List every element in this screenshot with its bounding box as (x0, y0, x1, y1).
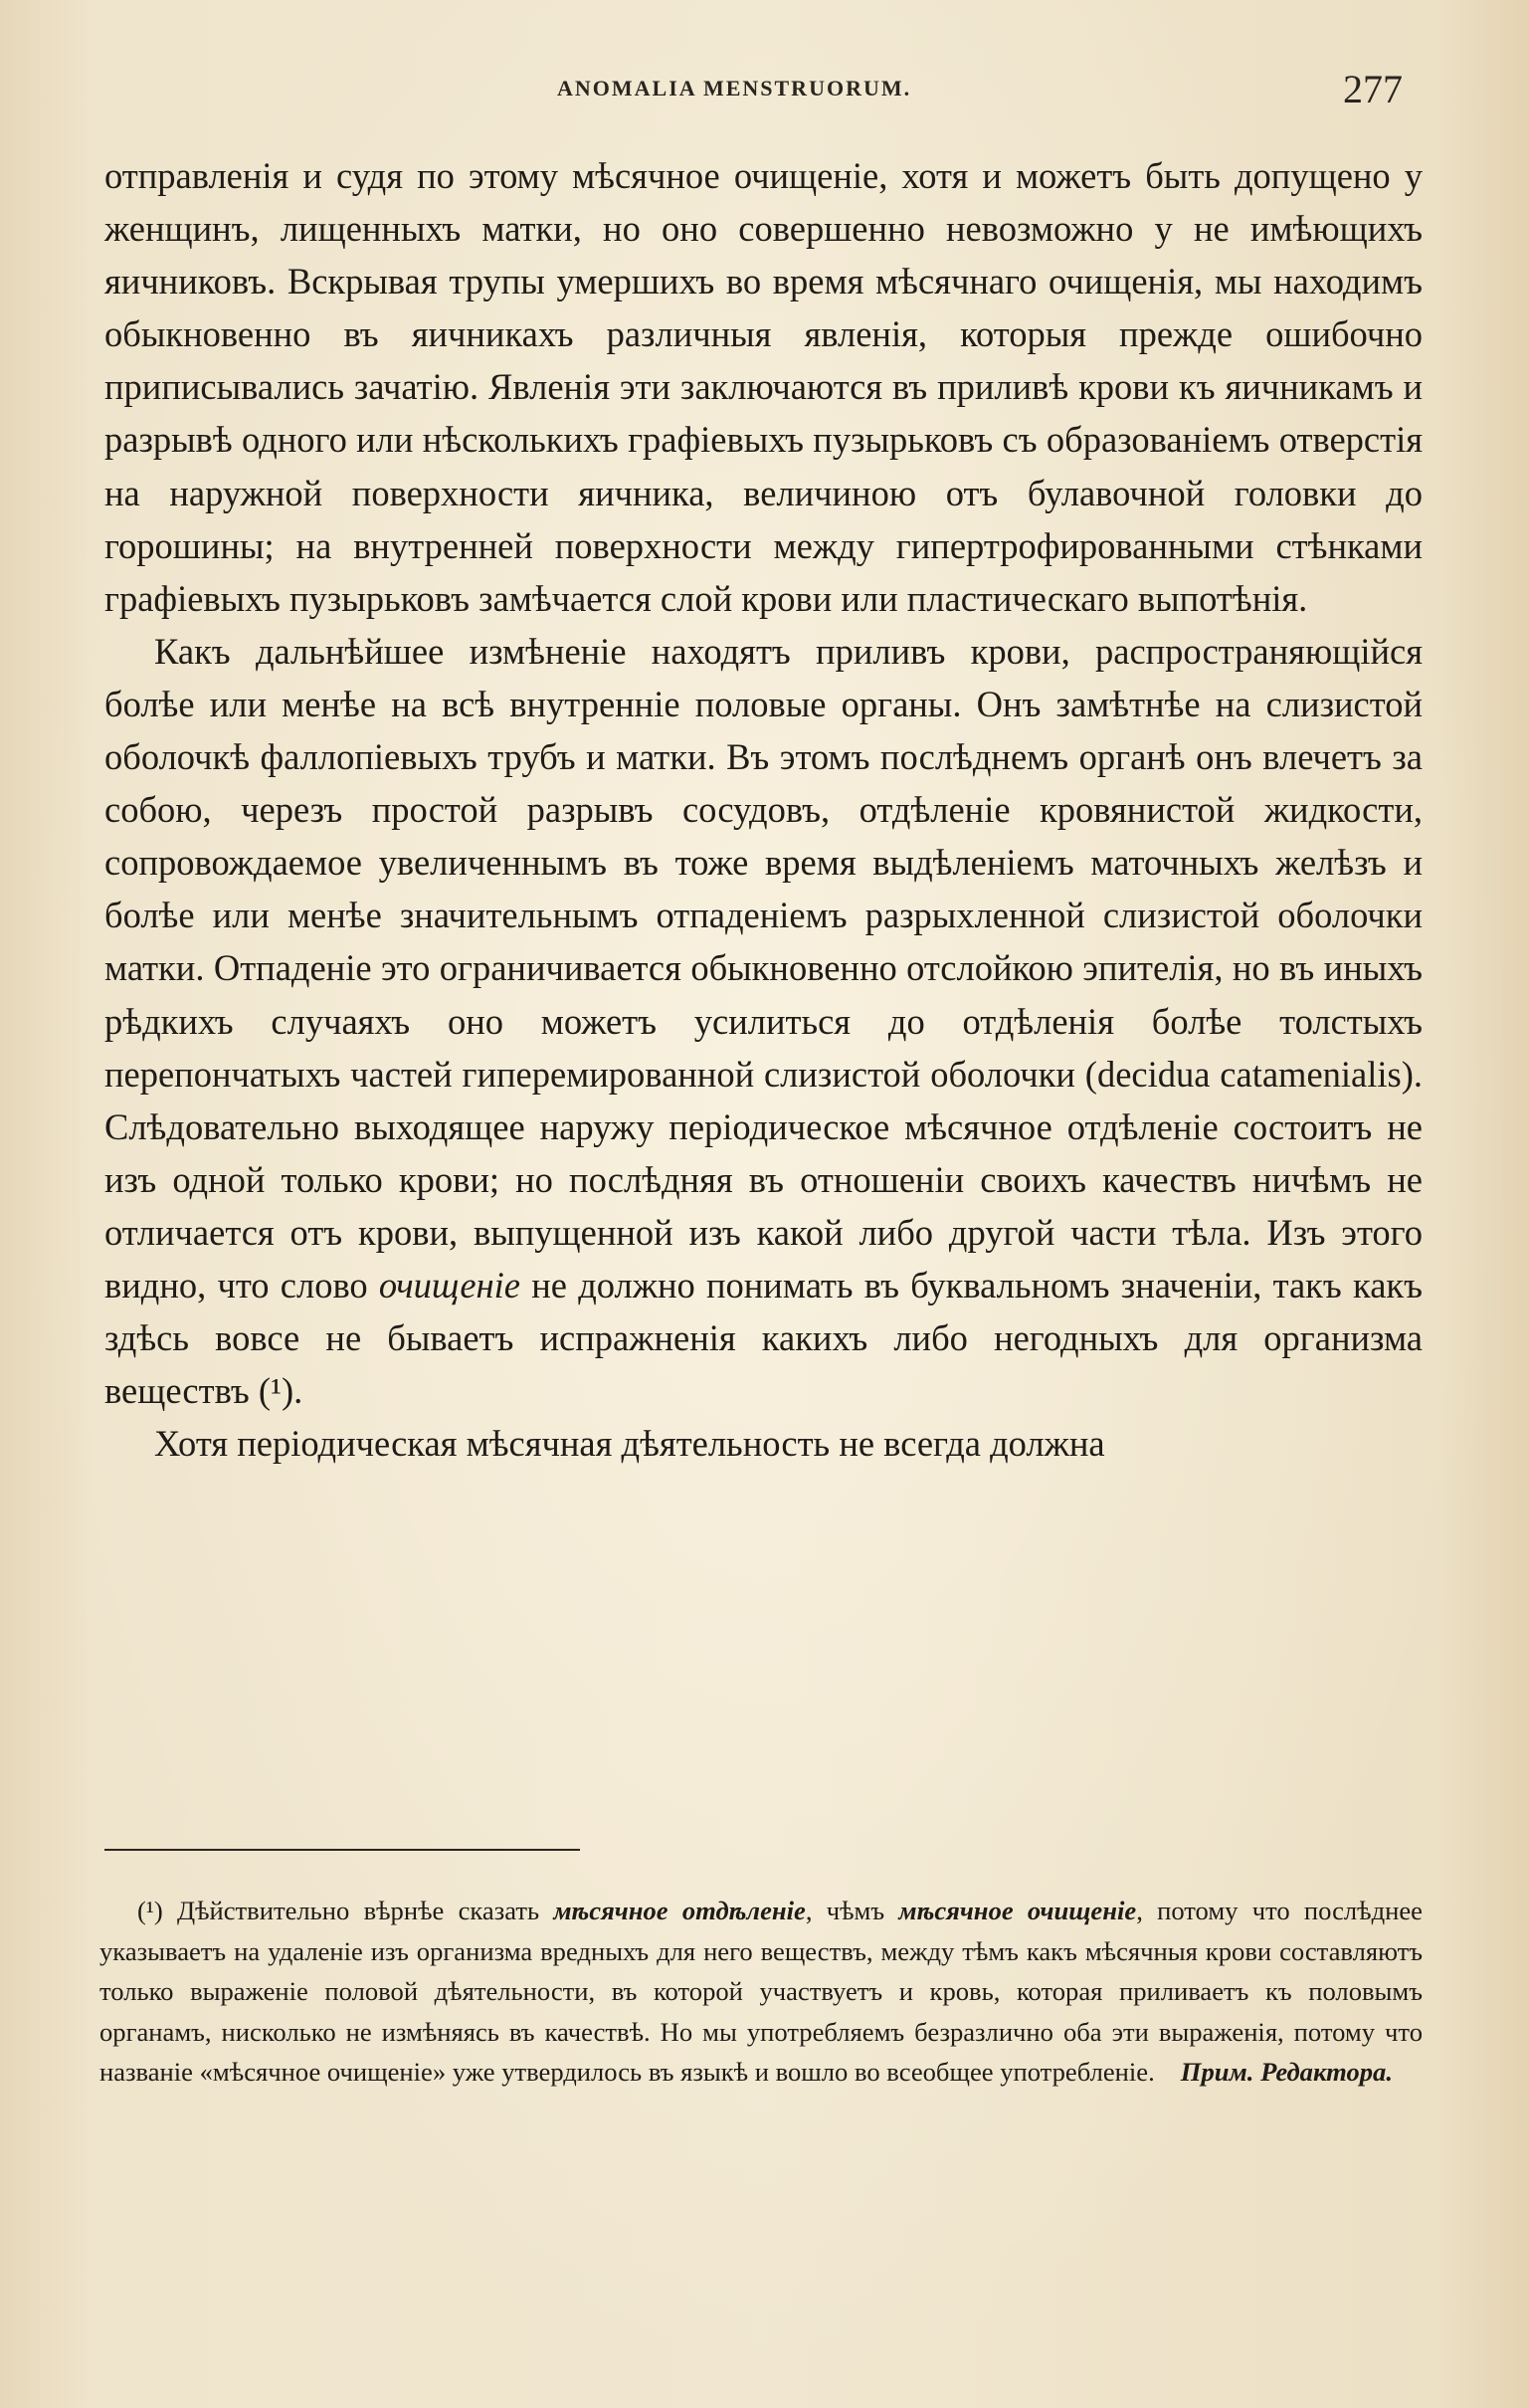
footnote-text-c: , потому что послѣднее указываетъ на удаленіе изъ организма вредныхъ для него веществъ, между тѣмъ какъ мѣсячныя крови составляютъ только выраженіе половой дѣятельности, въ которой участвуетъ и кровь, которая приливаетъ къ половымъ органамъ, нисколько не измѣняясь въ качествѣ. Но мы употребляемъ безразлично оба эти выраженія, потому что названіе «мѣсячное очищеніе» уже утвердилось въ языкѣ и вошло во всеобщее употребленіе. (99, 1896, 1423, 2087)
footnote-emphasis-a: мѣсячное отдѣленіе (553, 1896, 806, 1925)
footnote-text-b: , чѣмъ (805, 1896, 885, 1925)
page-number: 277 (1343, 67, 1403, 111)
paragraph-1: отправленія и судя по этому мѣсячное очищеніе, хотя и можетъ быть допущено у женщинъ, лищенныхъ матки, но оно совершенно невозможно у не имѣющихъ яичниковъ. Вскрывая трупы умершихъ во время мѣсячнаго очищенія, мы находимъ обыкновенно въ яичникахъ различныя явленія, которыя прежде ошибочно приписывались зачатію. Явленія эти заключаются въ приливѣ крови къ яичникамъ и разрывѣ одного или нѣсколькихъ графіевыхъ пузырьковъ съ образованіемъ отверстія на наружной поверхности яичника, величиною отъ булавочной головки до горошины; на внутренней поверхности между гипертрофированными стѣнками графіевыхъ пузырьковъ замѣчается слой крови или пластическаго выпотѣнія. (104, 155, 1423, 619)
paragraph-2-part-a: Какъ дальнѣйшее измѣненіе находятъ приливъ крови, распространяющійся болѣе или менѣе на всѣ внутренніе половые органы. Онъ замѣтнѣе на слизистой оболочкѣ фаллопіевыхъ трубъ и матки. Въ этомъ послѣднемъ органѣ онъ влечетъ за собою, черезъ простой разрывъ сосудовъ, отдѣленіе кровянистой жидкости, сопровождаемое увеличеннымъ въ тоже время выдѣленіемъ маточныхъ желѣзъ и болѣе или менѣе значительнымъ отпаденіемъ разрыхленной слизистой оболочки матки. Отпаденіе это ограничивается обыкновенно отслойкою эпителія, но въ иныхъ рѣдкихъ случаяхъ оно можетъ усилиться до отдѣленія болѣе толстыхъ перепончатыхъ частей гиперемированной слизистой оболочки (decidua catamenialis). Слѣдовательно выходящее наружу періодическое мѣсячное отдѣленіе состоитъ не изъ одной только крови; но послѣдняя въ отношеніи своихъ качествъ ничѣмъ не отличается отъ крови, выпущенной изъ какой либо другой части тѣла. Изъ этого видно, что слово (104, 630, 1423, 1305)
footnote-marker: (¹) (137, 1896, 163, 1925)
paragraph-3: Хотя періодическая мѣсячная дѣятельность не всегда должна (154, 1423, 1105, 1465)
paragraph-2 (104, 625, 1423, 1417)
footnote-emphasis-b: мѣсячное очищеніе (898, 1896, 1137, 1925)
footnote-text-a: Дѣйствительно вѣрнѣе сказать (176, 1896, 540, 1925)
footnote (99, 1891, 1423, 2093)
paragraph-2-emphasis: очищеніе (378, 1264, 521, 1305)
footnote-signature: Прим. Редактора. (1180, 2057, 1393, 2087)
footnote-divider (104, 1849, 580, 1851)
running-title: ANOMALIA MENSTRUORUM. (557, 76, 912, 100)
paragraph-2-part-b: не должно понимать въ буквальномъ значеніи, такъ какъ здѣсь вовсе не бываетъ испражненія какихъ либо негодныхъ для организма веществъ (¹). (104, 1264, 1424, 1412)
main-text (104, 149, 1423, 1470)
